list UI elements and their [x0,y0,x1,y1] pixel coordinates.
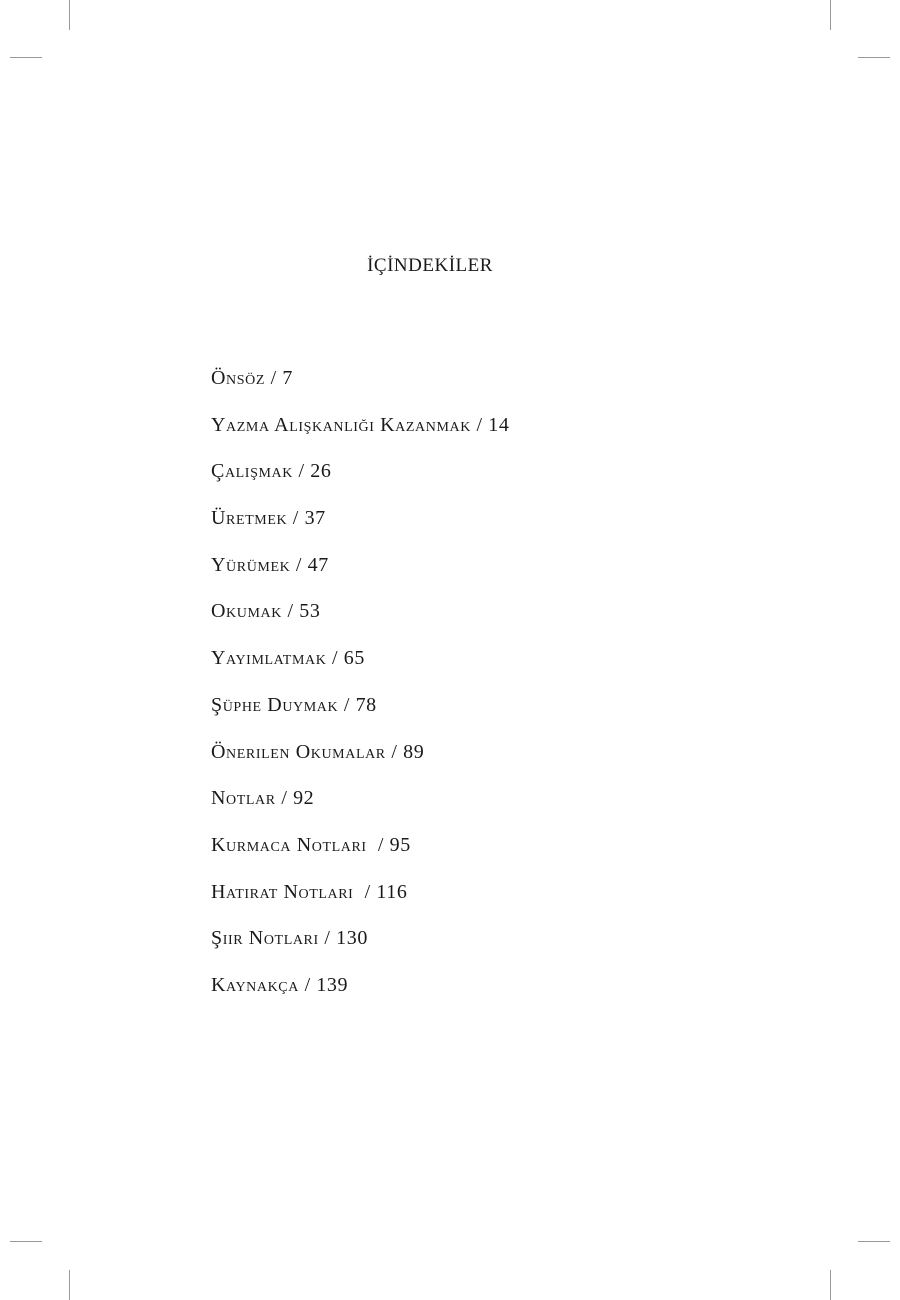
toc-page-number: 65 [343,647,365,670]
toc-entry [211,551,509,598]
toc-page-number: 14 [488,413,510,436]
toc-entry-label: Şiir Notları [211,927,319,950]
page-title: İÇİNDEKİLER [367,255,493,276]
toc-entry-label: Yazma Alışkanlığı Kazanmak [211,413,471,436]
toc-entry [211,457,509,504]
toc-entry-label: Okumak [211,600,282,623]
toc-entry [211,644,509,691]
toc-separator: / [275,787,294,810]
toc-page-number: 53 [299,600,321,623]
toc-entry [211,691,509,738]
toc-separator: / [281,600,300,623]
toc-page-number: 78 [355,693,377,716]
toc-entry-label: Üretmek [211,507,288,530]
toc-entry [211,364,509,411]
toc-separator: / [318,927,337,950]
toc-separator: / [338,693,356,716]
toc-page-number: 89 [403,740,425,763]
toc-entry [211,924,509,971]
toc-entry [211,878,509,925]
toc-separator: / [298,973,317,996]
toc-entry [211,738,509,785]
crop-mark-left-top [10,57,42,58]
toc-entry-label: Hatırat Notları [211,880,360,903]
toc-entry-label: Önerilen Okumalar [211,740,386,763]
crop-mark-left-bottom [10,1241,42,1242]
toc-page-number: 26 [310,460,332,483]
toc-page-number: 116 [376,880,408,903]
toc-entry-label: Çalışmak [211,460,293,483]
crop-mark-top-left [69,0,70,30]
toc-page-number: 47 [307,553,329,576]
toc-entry-label: Kaynakça [211,973,299,996]
toc-page-number: 92 [293,787,315,810]
crop-mark-bottom-right [830,1270,831,1300]
toc-separator: / [470,413,489,436]
toc-page-number: 139 [316,973,349,996]
toc-separator: / [265,367,283,389]
toc-separator: / [290,553,308,576]
toc-separator: / [372,833,390,856]
toc-entry-label: Notlar [211,787,276,810]
crop-mark-right-top [858,57,890,58]
toc-page-number: 37 [304,507,326,530]
toc-entry [211,504,509,551]
toc-separator: / [359,880,377,903]
toc-page-number: 130 [336,927,368,950]
toc-page-number: 95 [389,833,411,856]
toc-separator: / [326,647,344,670]
crop-mark-bottom-left [69,1270,70,1300]
toc-entry [211,411,509,458]
table-of-contents [211,364,509,1018]
toc-separator: / [292,460,311,483]
crop-mark-top-right [830,0,831,30]
toc-entry [211,597,509,644]
toc-separator: / [385,740,404,763]
toc-entry [211,784,509,831]
toc-entry-label: Kurmaca Notları [211,833,373,856]
toc-page-number: 7 [282,367,293,389]
toc-entry [211,971,509,1018]
toc-entry-label: Şüphe Duymak [211,693,339,716]
toc-entry-label: Önsöz [211,367,266,389]
toc-separator: / [287,507,305,530]
toc-entry-label: Yayımlatmak [211,647,327,670]
crop-mark-right-bottom [858,1241,890,1242]
toc-entry-label: Yürümek [211,553,291,576]
toc-entry [211,831,509,878]
